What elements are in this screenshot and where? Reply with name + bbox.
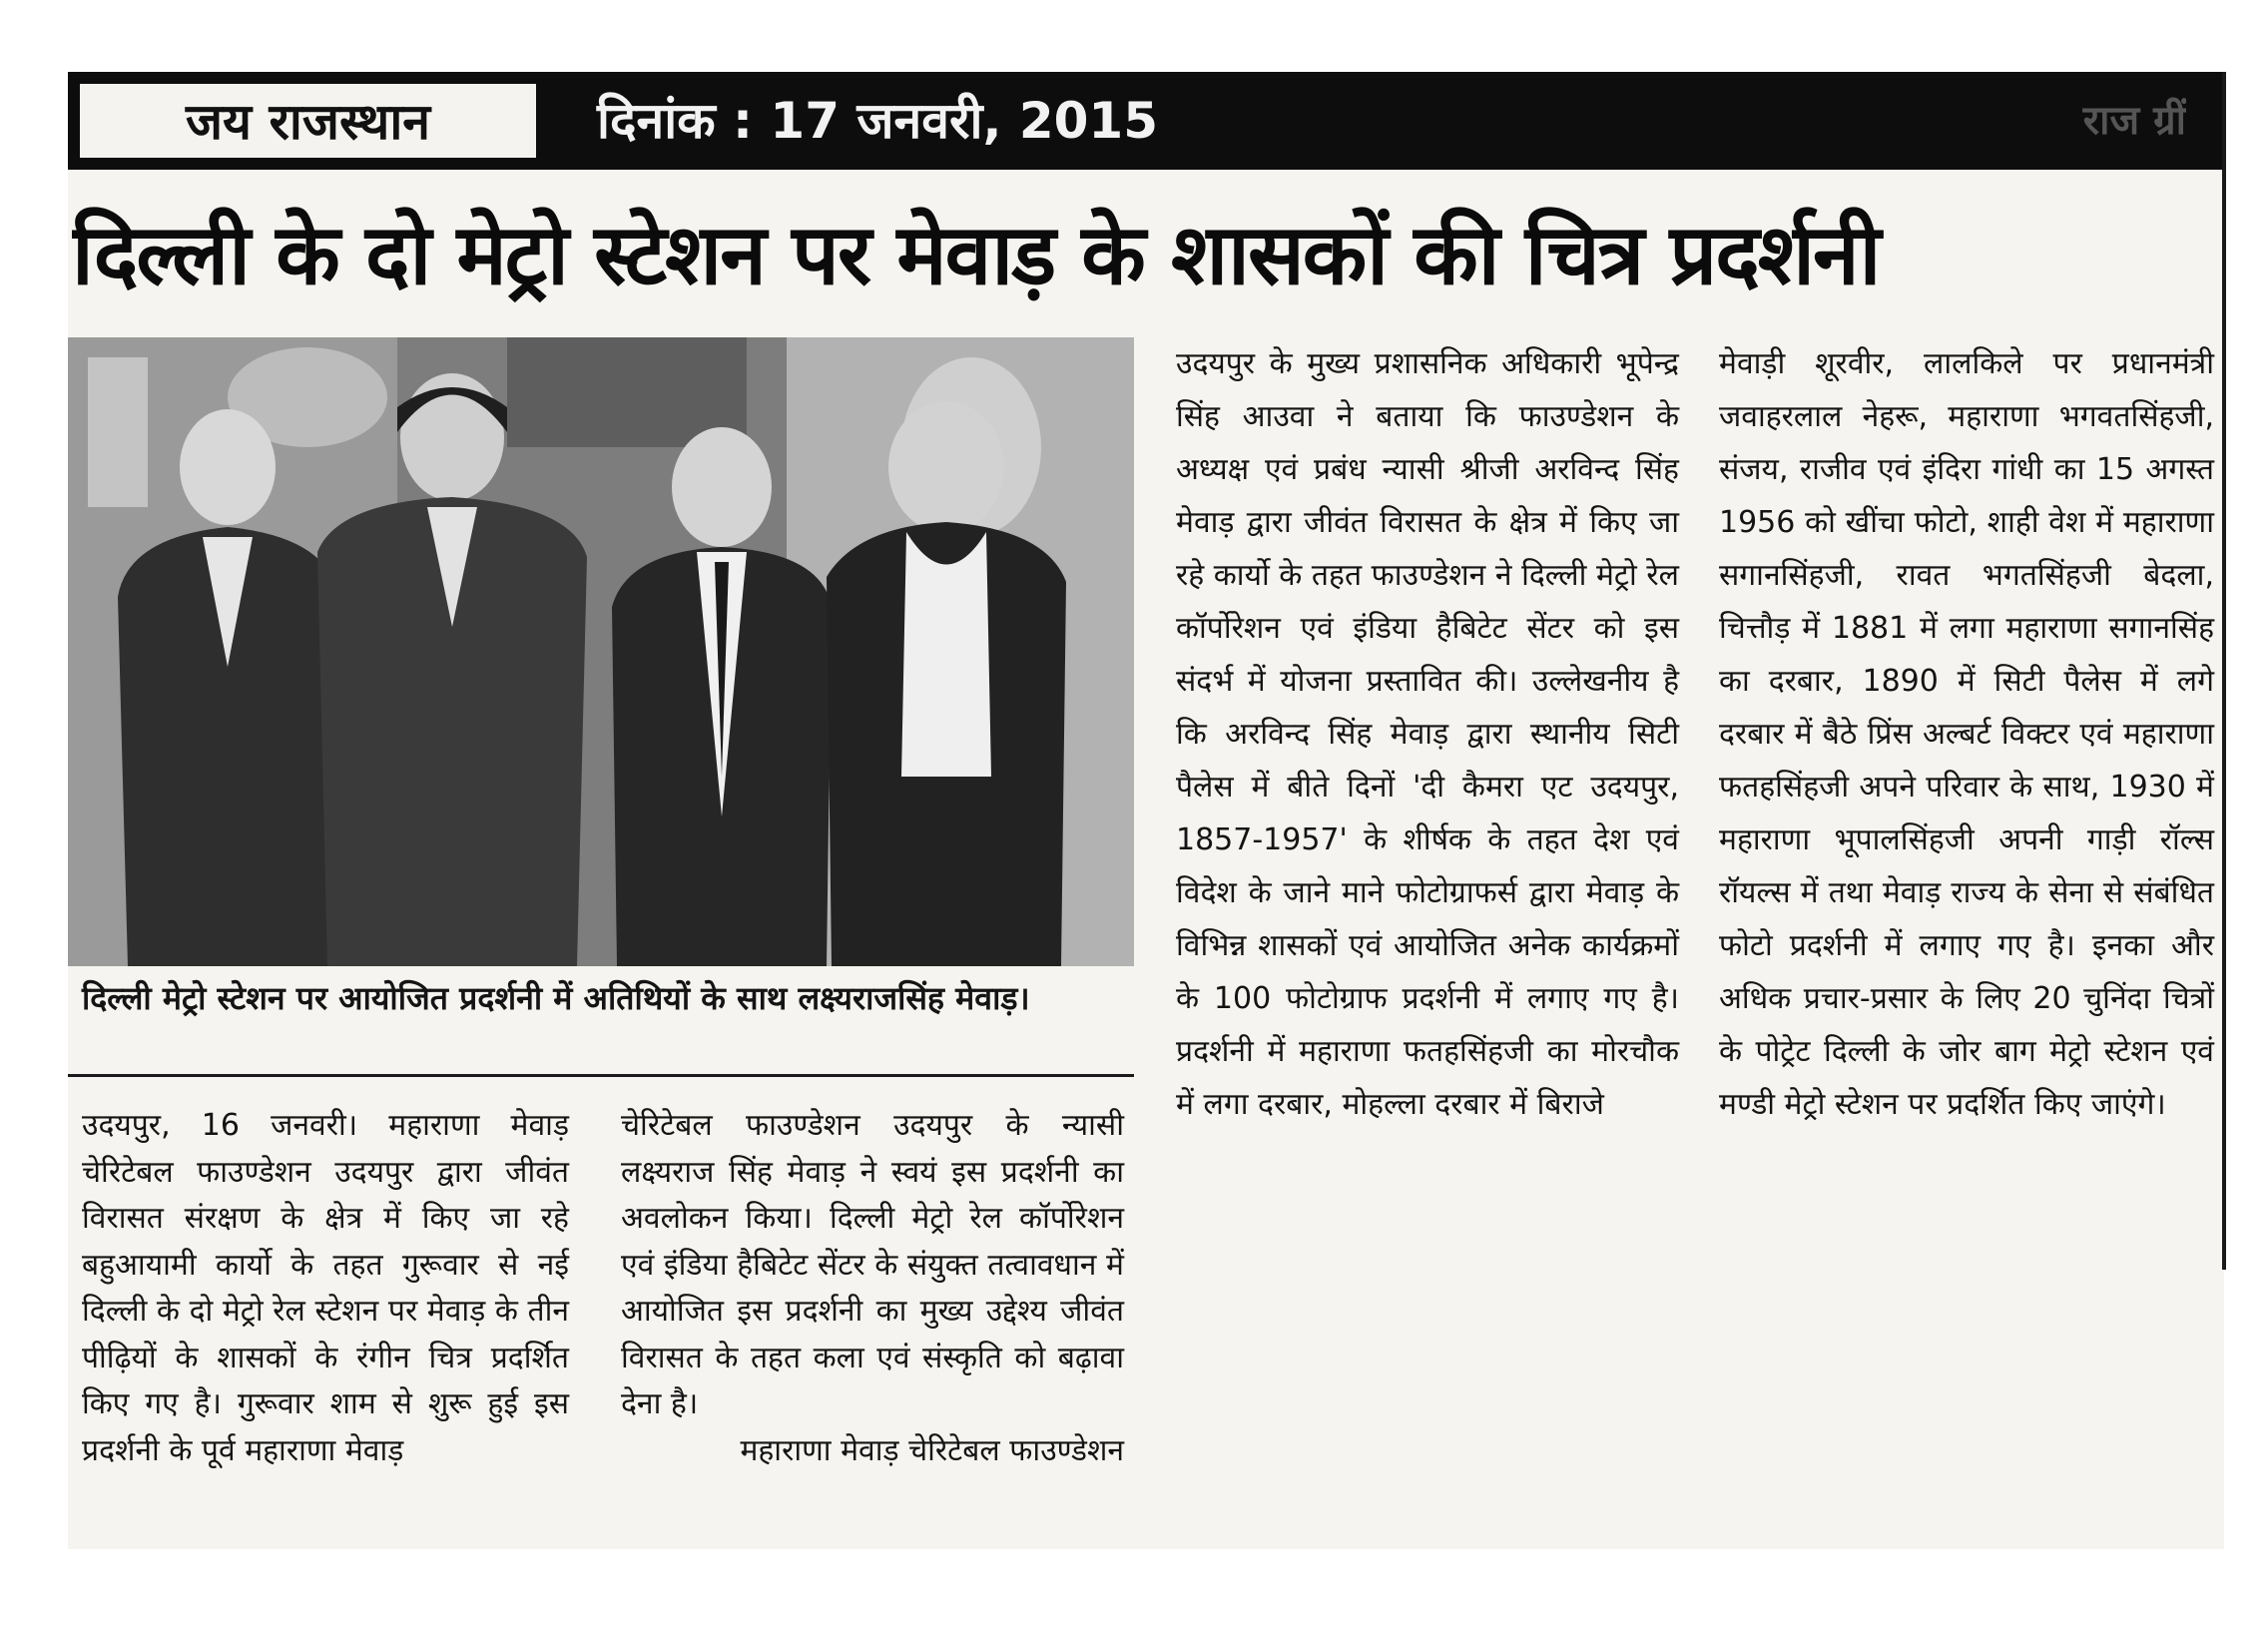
article-text: उदयपुर, 16 जनवरी। महाराणा मेवाड़ चेरिटेबल फाउण्डेशन उदयपुर द्वारा जीवंत विरासत संरक्षण के क्षेत्र में किए जा रहे बहुआयामी कार्यो के तहत गुरूवार से नई दिल्ली के दो मेट्रो रेल स्टेशन पर मेवाड़ के तीन पीढ़ियों के शासकों के रंगीन चित्र प्रदर्शित किए गए है। गुरूवार शाम से शुरू हुई इस प्रदर्शनी के पूर्व महाराणा मेवाड़ <box>82 1108 569 1468</box>
dateline: दिनांक : 17 जनवरी, 2015 <box>597 92 1159 150</box>
article-text: चेरिटेबल फाउण्डेशन उदयपुर के न्यासी लक्ष्यराज सिंह मेवाड़ ने स्वयं इस प्रदर्शनी का अवलोकन किया। दिल्ली मेट्रो रेल कॉर्पोरेशन एवं इंडिया हैबिटेट सेंटर के संयुक्त तत्वावधान में आयोजित इस प्रदर्शनी का मुख्य उद्देश्य जीवंत विरासत के तहत कला एवं संस्कृति को बढ़ावा देना है। <box>621 1108 1124 1421</box>
article-column-4 <box>1719 337 2214 1131</box>
article-column-2 <box>621 1103 1124 1474</box>
article-text: मेवाड़ी शूरवीर, लालकिले पर प्रधानमंत्री जवाहरलाल नेहरू, महाराणा भगवतसिंहजी, संजय, राजीव एवं इंदिरा गांधी का 15 अगस्त 1956 को खींचा फोटो, शाही वेश में महाराणा सगानसिंहजी, रावत भगतसिंहजी बेदला, चित्तौड़ में 1881 में लगा महाराणा सगानसिंह का दरबार, 1890 में सिटी पैलेस में लगे दरबार में बैठे प्रिंस अल्बर्ट विक्टर एवं महाराणा फतहसिंहजी अपने परिवार के साथ, 1930 में महाराणा भूपालसिंहजी अपनी गाड़ी रॉल्स रॉयल्स में तथा मेवाड़ राज्य के सेना से संबंधित फोटो प्रदर्शनी में लगाए गए है। इनका और अधिक प्रचार-प्रसार के लिए 20 चुनिंदा चित्रों के पोट्रेट दिल्ली के जोर बाग मेट्रो स्टेशन एवं मण्डी मेट्रो स्टेशन पर प्रदर्शित किए जाएंगे। <box>1719 346 2214 1122</box>
paper-name: जय राजस्थान <box>76 80 540 162</box>
headline: दिल्ली के दो मेट्रो स्टेशन पर मेवाड़ के शासकों की चित्र प्रदर्शनी <box>72 206 1880 303</box>
news-photo <box>68 337 1134 966</box>
article-column-1 <box>82 1103 569 1474</box>
article-continuation: महाराणा मेवाड़ चेरिटेबल फाउण्डेशन <box>740 1432 1124 1468</box>
column-rule-right <box>2222 72 2226 1270</box>
masthead-fragment: राज ग्रीं <box>2082 98 2186 144</box>
photo-caption: दिल्ली मेट्रो स्टेशन पर आयोजित प्रदर्शनी में अतिथियों के साथ लक्ष्यराजसिंह मेवाड़। <box>82 979 1030 1017</box>
photo-illustration <box>68 337 1134 966</box>
caption-divider <box>68 1074 1134 1077</box>
article-text: उदयपुर के मुख्य प्रशासनिक अधिकारी भूपेन्द्र सिंह आउवा ने बताया कि फाउण्डेशन के अध्यक्ष एवं प्रबंध न्यासी श्रीजी अरविन्द सिंह मेवाड़ द्वारा जीवंत विरासत के क्षेत्र में किए जा रहे कार्यो के तहत फाउण्डेशन ने दिल्ली मेट्रो रेल कॉर्पोरेशन एवं इंडिया हैबिटेट सेंटर को इस संदर्भ में योजना प्रस्तावित की। उल्लेखनीय है कि अरविन्द सिंह मेवाड़ द्वारा स्थानीय सिटी पैलेस में बीते दिनों 'दी कैमरा एट उदयपुर, 1857-1957' के शीर्षक के तहत देश एवं विदेश के जाने माने फोटोग्राफर्स द्वारा मेवाड़ के विभिन्न शासकों एवं आयोजित अनेक कार्यक्रमों के 100 फोटोग्राफ प्रदर्शनी में लगाए गए है। प्रदर्शनी में महाराणा फतहसिंहजी का मोरचौक में लगा दरबार, मोहल्ला दरबार में बिराजे <box>1176 346 1679 1122</box>
article-column-3 <box>1176 337 1679 1131</box>
